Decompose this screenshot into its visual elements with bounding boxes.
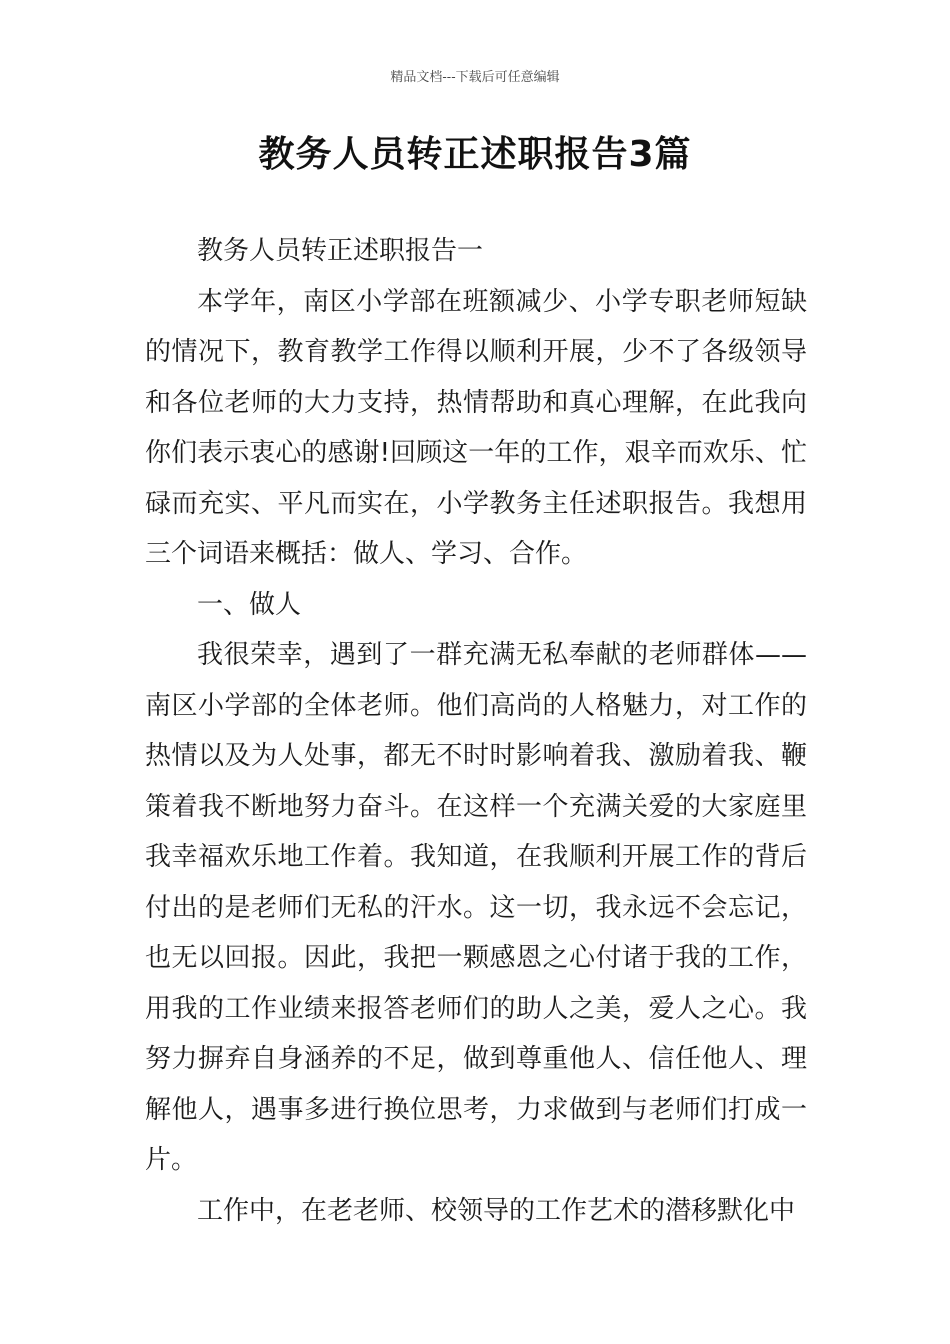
paragraph: 工作中，在老老师、校领导的工作艺术的潜移默化中 [197,1195,796,1226]
section-heading: 一、做人 [197,589,302,620]
paragraph: 本学年，南区小学部在班额减少、小学专职老师短缺的情况下，教育教学工作得以顺利开展，少不了各级领导和各位老师的大力支持，热情帮助和真心理解，在此我向你们表示衷心的感谢!回顾这一年的工作，艰辛而欢乐、忙碌而充实、平凡而实在，小学教务主任述职报告。我想用三个词语来概括：做人、学习、合作。 [145,286,807,569]
section-heading: 教务人员转正述职报告一 [197,236,484,266]
header-note: 精品文档---下载后可任意编辑 [390,70,560,85]
document-title: 教务人员转正述职报告3篇 [258,134,692,175]
paragraph: 我很荣幸，遇到了一群充满无私奉献的老师群体——南区小学部的全体老师。他们高尚的人格魅力，对工作的热情以及为人处事，都无不时时影响着我、激励着我、鞭策着我不断地努力奋斗。在这样一个充满关爱的大家庭里我幸福欢乐地工作着。我知道，在我顺利开展工作的背后付出的是老师们无私的汗水。这一切，我永远不会忘记，也无以回报。因此，我把一颗感恩之心付诸于我的工作，用我的工作业绩来报答老师们的助人之美，爱人之心。我努力摒弃自身涵养的不足，做到尊重他人、信任他人、理解他人，遇事多进行换位思考，力求做到与老师们打成一片。 [145,640,807,1175]
document-body [145,226,807,1236]
